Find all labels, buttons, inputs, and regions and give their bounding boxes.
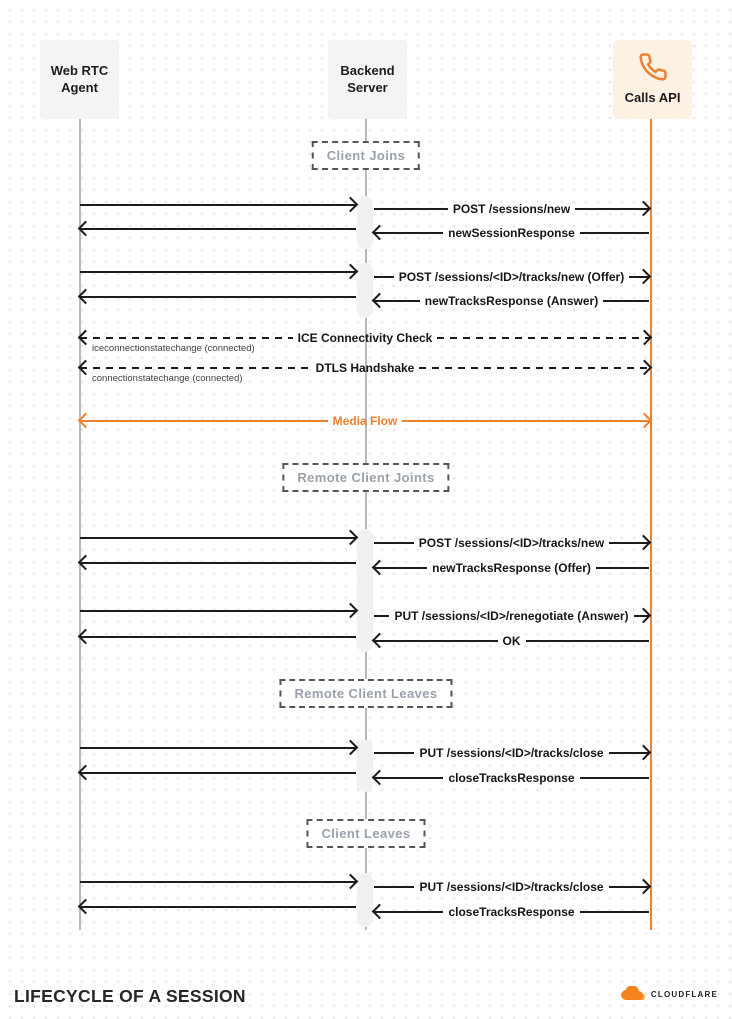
message-segment-right [374, 607, 649, 625]
actor-web-rtc-agent [40, 40, 119, 119]
phone-icon [638, 52, 668, 82]
message-line [580, 911, 649, 913]
arrowhead-icon [372, 633, 388, 649]
span-line [437, 337, 650, 340]
lifeline-calls-api [650, 119, 652, 930]
message-line [80, 772, 356, 774]
message-segment-left [80, 873, 356, 891]
arrowhead-icon [343, 197, 359, 213]
message-line [580, 777, 649, 779]
message-line [580, 232, 649, 234]
message-line [374, 640, 498, 642]
message-segment-left [80, 739, 356, 757]
arrowhead-icon [636, 269, 652, 285]
cloudflare-brand [619, 986, 718, 1002]
section-label: Client Joins [312, 141, 420, 170]
message-line [80, 562, 356, 564]
arrowhead-icon [78, 765, 94, 781]
span-arrow-label: Media Flow [332, 414, 398, 428]
message-label: closeTracksResponse [448, 905, 575, 919]
span-line [419, 367, 650, 370]
span-line [80, 367, 311, 370]
message-line [374, 542, 414, 544]
message-label: PUT /sessions/<ID>/renegotiate (Answer) [394, 609, 629, 623]
arrowhead-icon [636, 608, 652, 624]
message-segment-right [374, 632, 649, 650]
arrowhead-icon [343, 603, 359, 619]
arrowhead-icon [343, 874, 359, 890]
activation-bar [357, 740, 373, 792]
message-line [596, 567, 649, 569]
message-line [374, 208, 448, 210]
cloudflare-cloud-icon [619, 986, 647, 1002]
arrowhead-icon [636, 879, 652, 895]
message-segment-left [80, 529, 356, 547]
arrowhead-icon [636, 745, 652, 761]
message-label: POST /sessions/<ID>/tracks/new [418, 536, 605, 550]
message-label: POST /sessions/new [452, 202, 571, 216]
actor-calls-api [613, 40, 692, 119]
message-segment-right [374, 559, 649, 577]
message-segment-left [80, 898, 356, 916]
arrowhead-icon [78, 413, 94, 429]
message-segment-left [80, 263, 356, 281]
section-label: Remote Client Leaves [279, 679, 452, 708]
message-label: OK [502, 634, 521, 648]
message-label: PUT /sessions/<ID>/tracks/close [419, 746, 604, 760]
arrowhead-icon [78, 289, 94, 305]
arrowhead-icon [78, 360, 94, 376]
arrowhead-icon [78, 555, 94, 571]
message-line [80, 271, 356, 273]
message-line [374, 615, 389, 617]
span-line [80, 420, 328, 422]
actor-backend-server-label: Backend Server [340, 62, 395, 95]
arrowhead-icon [372, 560, 388, 576]
span-line [80, 337, 293, 340]
message-segment-left [80, 602, 356, 620]
arrowhead-icon [372, 904, 388, 920]
arrowhead-icon [637, 360, 653, 376]
activation-bar [357, 873, 373, 927]
lifeline-web-rtc-agent [79, 119, 81, 930]
message-line [80, 747, 356, 749]
arrowhead-icon [372, 293, 388, 309]
message-line [526, 640, 650, 642]
span-line [402, 420, 650, 422]
arrowhead-icon [636, 201, 652, 217]
message-segment-right [374, 200, 649, 218]
message-segment-right [374, 769, 649, 787]
activation-bar [357, 196, 373, 249]
message-line [374, 752, 414, 754]
cloudflare-brand-text: CLOUDFLARE [650, 989, 718, 999]
message-line [80, 881, 356, 883]
arrowhead-icon [343, 264, 359, 280]
message-label: PUT /sessions/<ID>/tracks/close [419, 880, 604, 894]
message-line [374, 276, 394, 278]
message-label: newTracksResponse (Answer) [424, 294, 599, 308]
message-line [80, 906, 356, 908]
arrowhead-icon [78, 221, 94, 237]
message-segment-right [374, 903, 649, 921]
event-sub-label: iceconnectionstatechange (connected) [92, 343, 255, 354]
arrowhead-icon [78, 330, 94, 346]
span-arrow [80, 412, 650, 430]
actor-backend-server [328, 40, 407, 119]
arrowhead-icon [372, 770, 388, 786]
message-line [603, 300, 649, 302]
arrowhead-icon [78, 899, 94, 915]
arrowhead-icon [343, 740, 359, 756]
message-segment-right [374, 224, 649, 242]
message-segment-right [374, 292, 649, 310]
message-segment-left [80, 628, 356, 646]
event-sub-label: connectionstatechange (connected) [92, 373, 243, 384]
message-segment-left [80, 196, 356, 214]
activation-bar [357, 529, 373, 652]
message-line [80, 204, 356, 206]
arrowhead-icon [636, 535, 652, 551]
activation-bar [357, 263, 373, 318]
message-segment-left [80, 288, 356, 306]
message-segment-right [374, 744, 649, 762]
message-segment-left [80, 764, 356, 782]
span-arrow-label: DTLS Handshake [315, 361, 415, 375]
arrowhead-icon [343, 530, 359, 546]
message-segment-right [374, 534, 649, 552]
arrowhead-icon [372, 225, 388, 241]
page-title: LIFECYCLE OF A SESSION [14, 986, 246, 1006]
message-line [80, 636, 356, 638]
actor-web-rtc-agent-label: Web RTC Agent [50, 62, 109, 95]
message-segment-right [374, 878, 649, 896]
message-line [80, 537, 356, 539]
message-segment-right [374, 268, 649, 286]
section-label: Remote Client Joints [282, 463, 449, 492]
message-line [80, 610, 356, 612]
arrowhead-icon [78, 629, 94, 645]
actor-calls-api-label: Calls API [624, 90, 681, 106]
arrowhead-icon [637, 330, 653, 346]
message-line [374, 886, 414, 888]
span-arrow-label: ICE Connectivity Check [297, 331, 433, 345]
message-segment-left [80, 554, 356, 572]
message-segment-left [80, 220, 356, 238]
section-label: Client Leaves [306, 819, 425, 848]
message-label: newTracksResponse (Offer) [432, 561, 591, 575]
message-label: closeTracksResponse [448, 771, 575, 785]
message-line [80, 228, 356, 230]
message-label: newSessionResponse [448, 226, 575, 240]
message-label: POST /sessions/<ID>/tracks/new (Offer) [398, 270, 625, 284]
arrowhead-icon [637, 413, 653, 429]
message-line [80, 296, 356, 298]
